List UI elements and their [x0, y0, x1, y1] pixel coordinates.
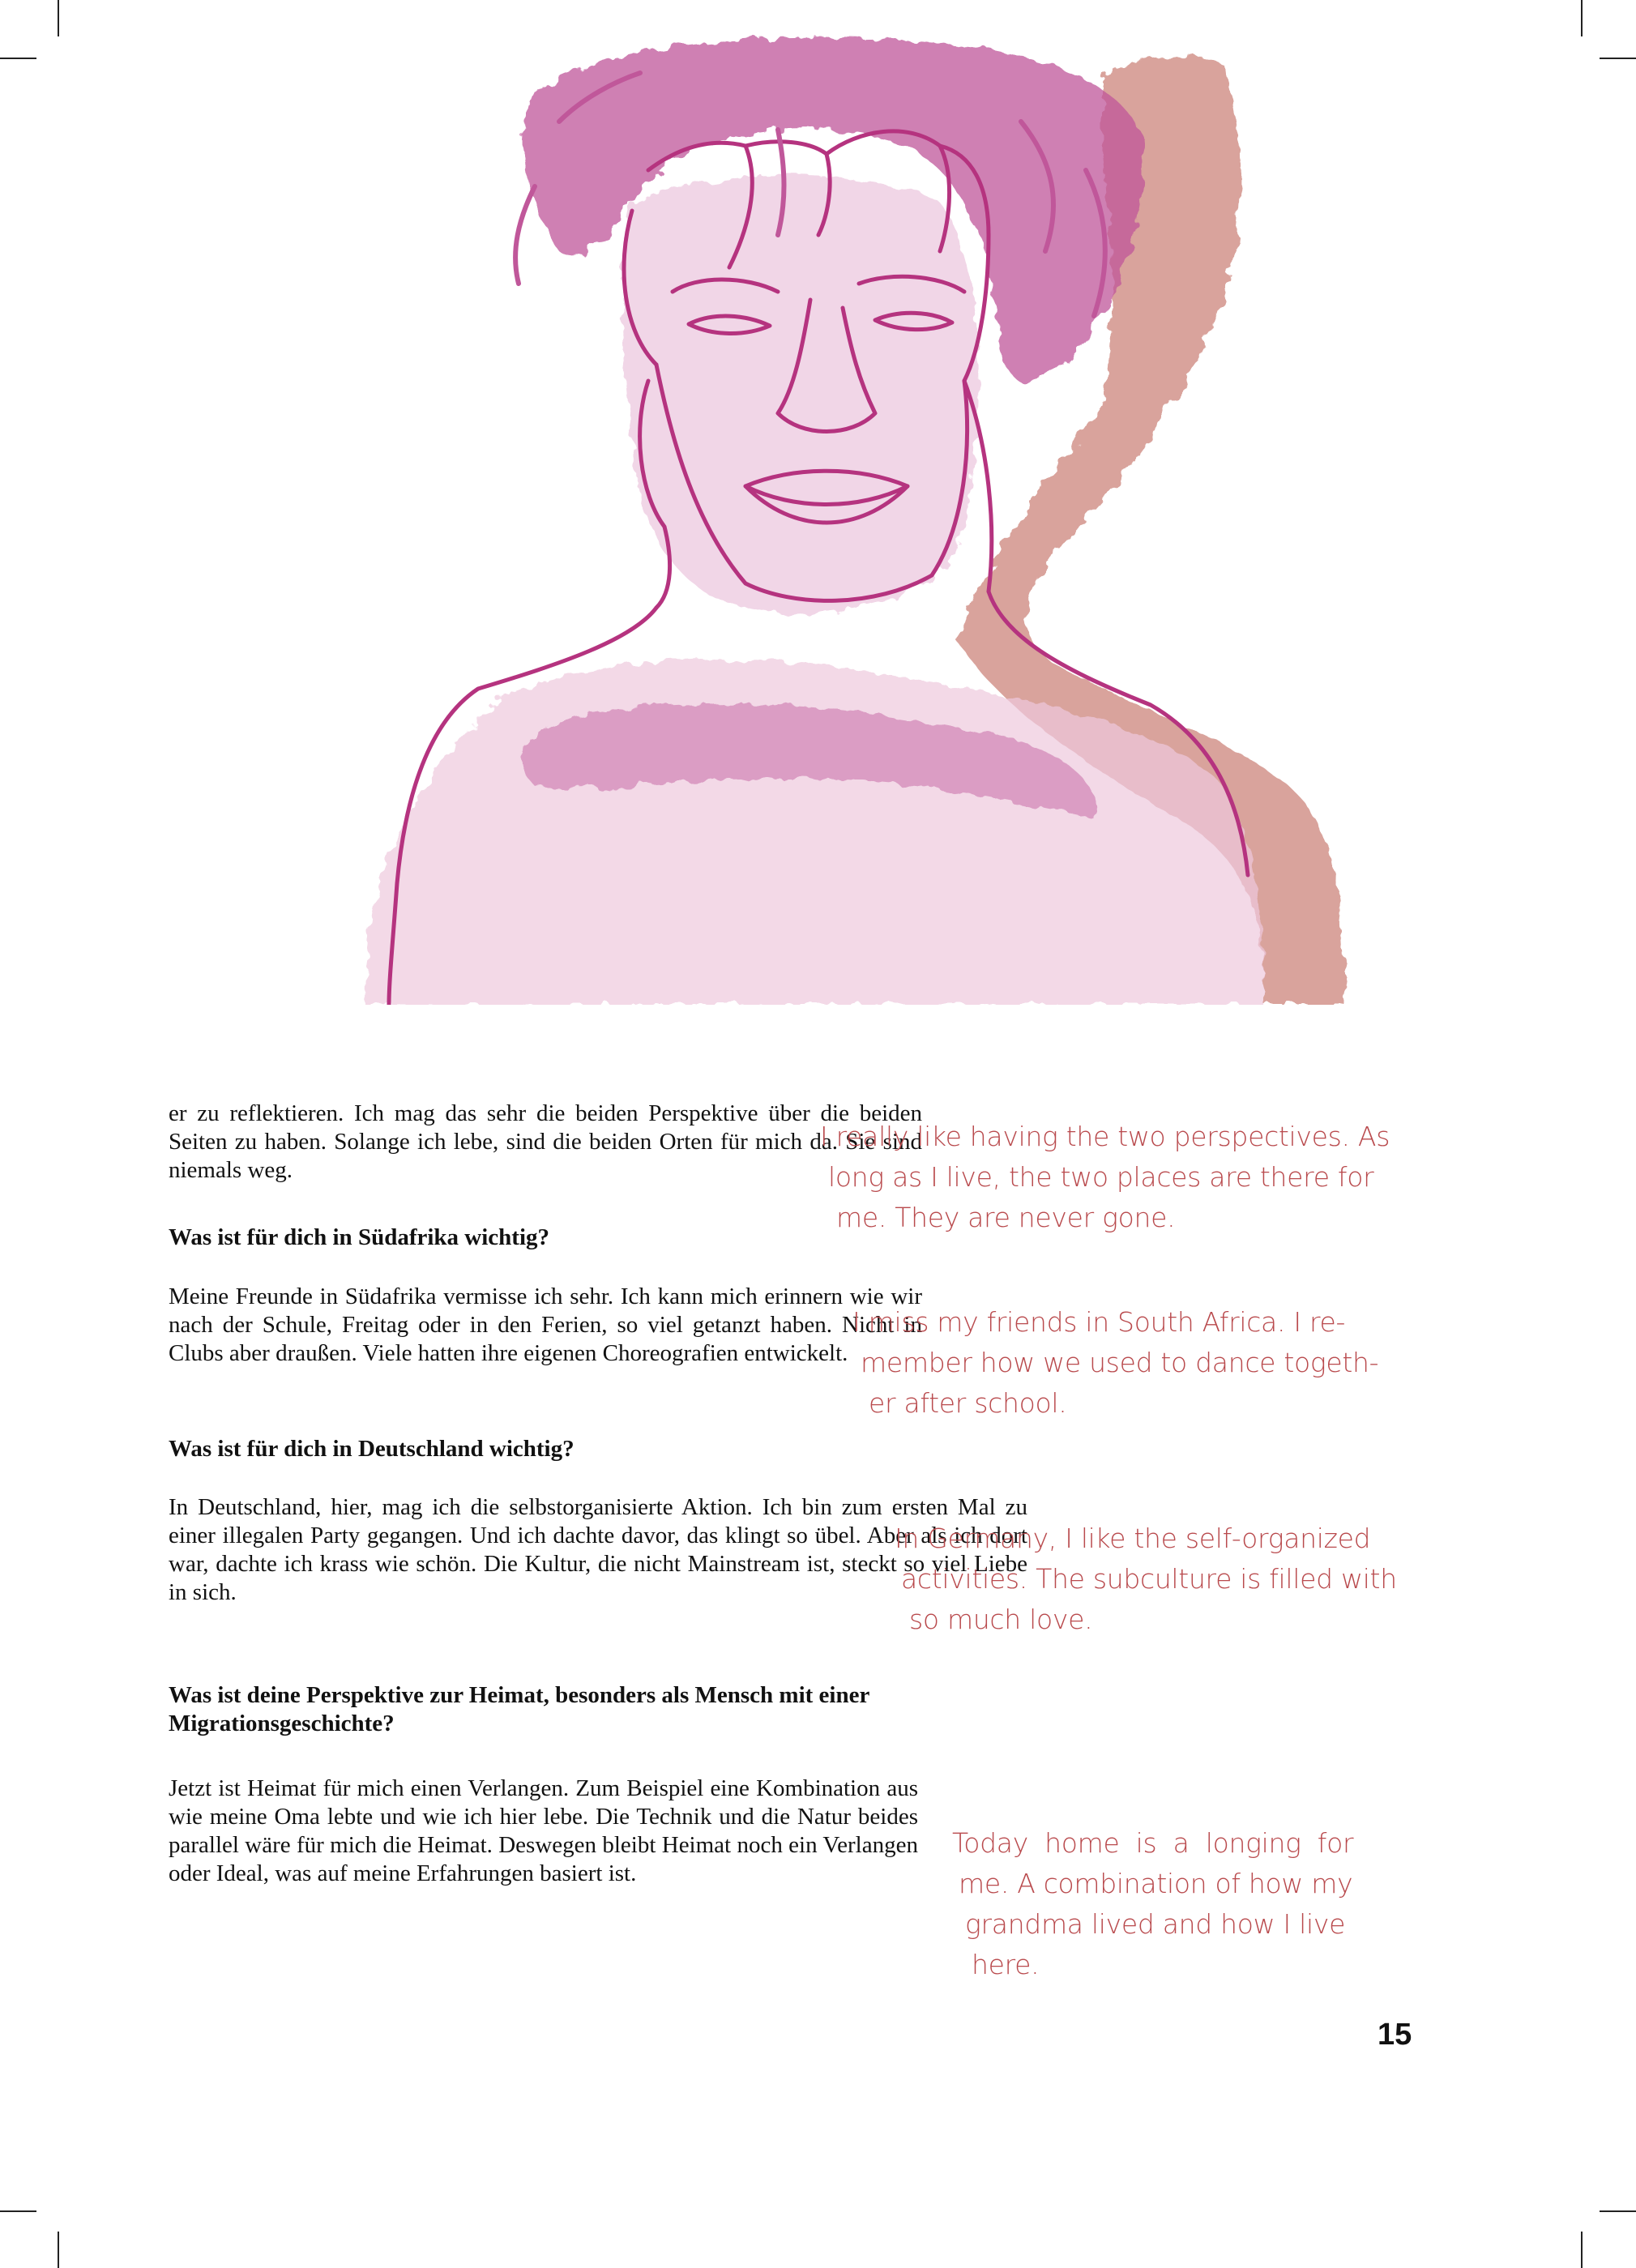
crop-mark [1581, 0, 1583, 36]
crop-mark [58, 0, 59, 36]
crop-mark [58, 2232, 59, 2268]
german-paragraph-2: Meine Freunde in Südafrika vermisse ich sehr. Ich kann mich erinnern wie wir nach der Schule, Freitag oder in den Ferien, so viel getanzt haben. Nicht in Clubs aber draußen. Viele hatten ihre eigenen Choreografien entwickelt. [169, 1283, 922, 1366]
crop-mark [1600, 2210, 1636, 2212]
english-translation-2 [852, 1302, 1378, 1424]
english-translation-3 [895, 1518, 1397, 1640]
german-question-1: Was ist für dich in Südafrika wichtig? [169, 1224, 550, 1250]
crop-mark [1600, 58, 1636, 59]
english-line: I really like having the two perspectives. As [820, 1121, 1390, 1152]
pink-texture [365, 24, 1345, 1005]
german-paragraph-3: In Deutschland, hier, mag ich die selbstorganisierte Aktion. Ich bin zum ersten Mal zu einer illegalen Party gegangen. Und ich dachte davor, das klingt so übel. Aber als ich dort war, dachte ich krass wie schön. Die Kultur, die nicht Mainstream ist, steckt so viel Liebe in sich. [169, 1494, 1027, 1605]
crop-mark [0, 2210, 36, 2212]
english-line: Today home is a longing for [952, 1827, 1354, 1859]
crop-mark [0, 58, 36, 59]
page-number: 15 [1378, 2018, 1412, 2052]
english-line: In Germany, I like the self-organized [895, 1523, 1371, 1554]
english-line: activities. The subculture is filled with [901, 1563, 1397, 1595]
english-line: so much love. [909, 1604, 1093, 1635]
english-line: me. They are never gone. [836, 1202, 1176, 1233]
english-line: member how we used to dance togeth- [861, 1347, 1379, 1378]
crop-mark [1581, 2232, 1583, 2268]
german-paragraph-4: Jetzt ist Heimat für mich einen Verlangen. Zum Beispiel eine Kombination aus wie meine Oma lebte und wie ich hier lebe. Die Technik und die Natur beides parallel wäre für mich die Heimat. Deswegen bleibt Heimat noch ein Verlangen oder Ideal, was auf meine Erfahrungen basiert ist. [169, 1775, 918, 1886]
german-paragraph-1: er zu reflektieren. Ich mag das sehr die beiden Perspektive über die beiden Seiten zu haben. Solange ich lebe, sind die beiden Orten für mich da. Sie sind niemals weg. [169, 1100, 922, 1183]
english-line: me. A combination of how my [959, 1868, 1353, 1899]
english-translation-4 [952, 1823, 1353, 1985]
english-line: I miss my friends in South Africa. I re- [852, 1306, 1346, 1338]
english-line: long as I live, the two places are there for [828, 1161, 1374, 1193]
german-question-2: Was ist für dich in Deutschland wichtig? [169, 1436, 575, 1462]
english-line: here. [972, 1949, 1040, 1980]
english-line: er after school. [869, 1387, 1067, 1419]
portrait-illustration [292, 24, 1475, 1005]
german-question-3: Was ist deine Perspektive zur Heimat, besonders als Mensch mit einer Migrationsgeschichte? [169, 1682, 869, 1736]
english-translation-1 [820, 1117, 1390, 1238]
english-line: grandma lived and how I live [965, 1908, 1346, 1940]
